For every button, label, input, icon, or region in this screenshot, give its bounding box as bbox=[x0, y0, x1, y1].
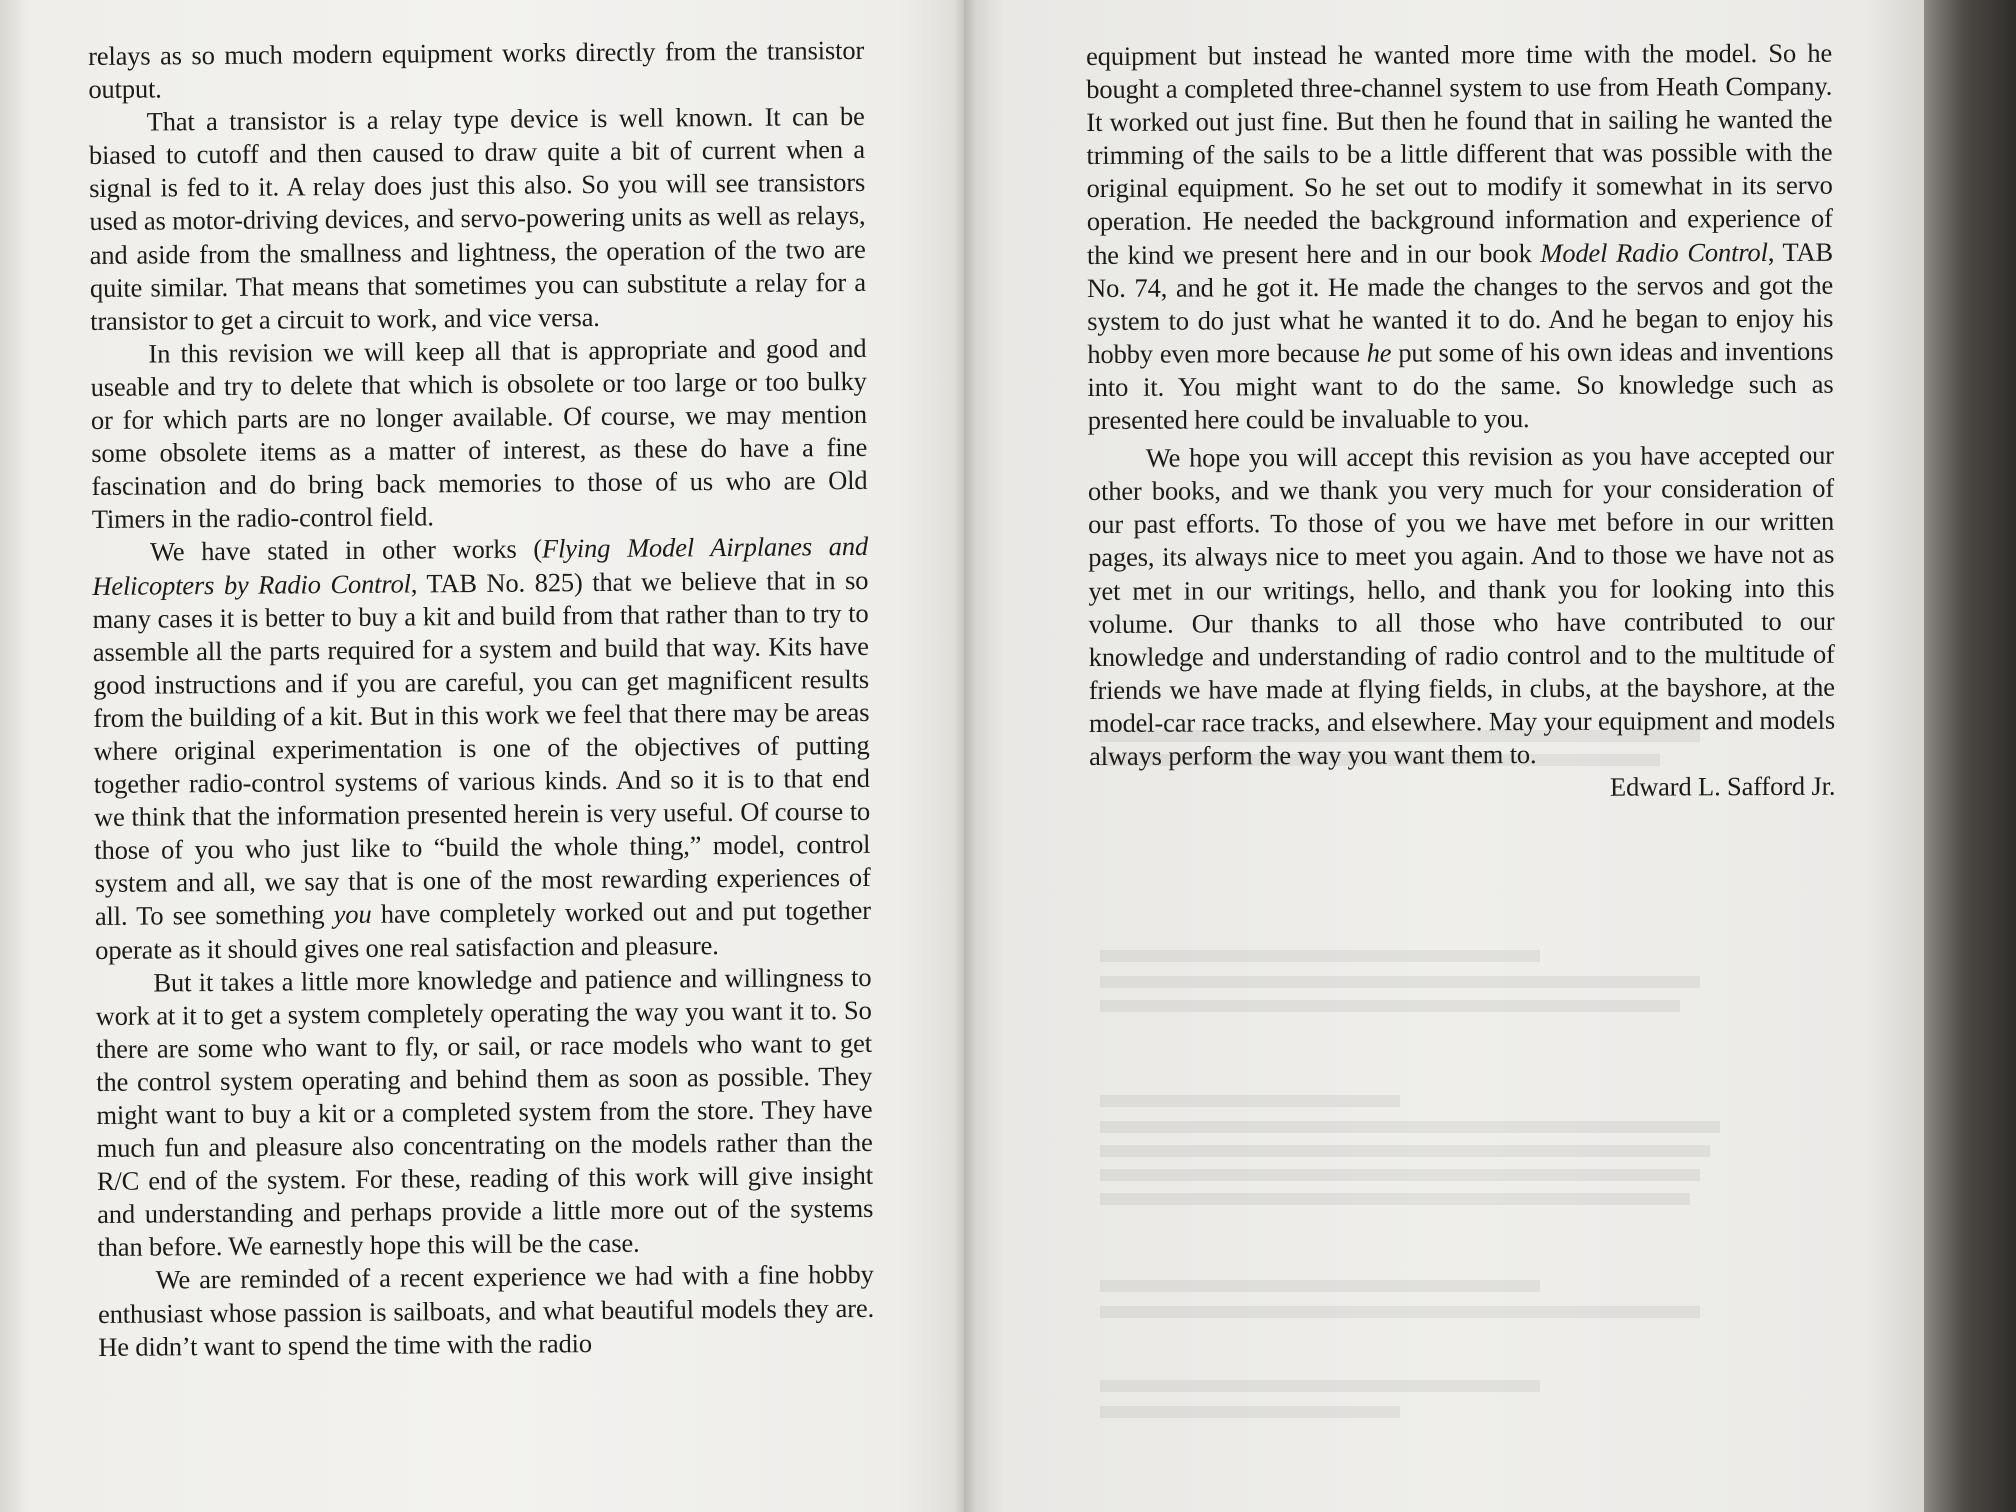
paragraph bbox=[92, 530, 871, 966]
left-text-column bbox=[88, 34, 874, 1364]
paragraph: But it takes a little more knowledge and patience and willingness to work at it to get a system completely operating the way you want it to. So there are some who want to fly, or sail, or race models who want to get the control system operating and behind them as soon as possible. They might want to buy a kit or a completed system from the store. They have much fun and pleasure also concentrating on the models rather than the R/C end of the system. For these, reading of this work will give insight and understanding and perhaps provide a little more out of the systems than before. We earnestly hope this will be the case. bbox=[95, 961, 874, 1263]
text-run: , TAB No. 825) that we believe that in so many cases it is better to buy a kit and build from that rather than to try to assemble all the parts required for a system and build that way. Kits have good instructions and if you are careful, you can get magnificent results from the building of a kit. But in this work we feel that there may be areas where original experimentation is one of the objectives of putting together radio-control systems of various kinds. And so it is to that end we think that the information presented herein is very useful. Of course to those of you who just like to “build the whole thing,” model, control system and all, we say that is one of the most rewarding experiences of all. To see something bbox=[92, 564, 871, 932]
paragraph bbox=[1086, 37, 1834, 437]
text-run: have completely worked out and put together operate as it should gives one real satisfaction and pleasure. bbox=[95, 895, 871, 965]
paragraph: relays as so much modern equipment works directly from the transistor output. bbox=[88, 34, 865, 105]
paragraph: That a transistor is a relay type device is well known. It can be biased to cutoff and then caused to draw quite a bit of current when a signal is fed to it. A relay does just this also. So you will see transistors used as motor-driving devices, and servo-powering units as well as relays, and aside from the smallness and lightness, the operation of the two are quite similar. That means that sometimes you can substitute a relay for a transistor to get a circuit to work, and vice versa. bbox=[88, 101, 867, 336]
text-run: , TAB No. 74, and he got it. He made the changes to the servos and got the system to do just what he wanted it to do. And he began to enjoy his hobby even more because bbox=[1087, 236, 1834, 369]
book-title-italic: Model Radio Control bbox=[1540, 236, 1768, 268]
page-edge-shadow bbox=[1924, 0, 2016, 1512]
paragraph: We hope you will accept this revision as you have accepted our other books, and we thank you very much for your consideration of our past efforts. To those of you we have met before in our written pages, its always nice to meet you again. And to those we have not as yet met in our writings, hello, and thank you for looking into this volume. Our thanks to all those who have contributed to our knowledge and understanding of radio control and to the multitude of friends we have made at flying fields, in clubs, at the bayshore, at the model-car race tracks, and elsewhere. May your equipment and models always perform the way you want them to. bbox=[1087, 439, 1836, 771]
paragraph: In this revision we will keep all that is appropriate and good and useable and try to delete that which is obsolete or too large or too bulky or for which parts are no longer available. Of course, we may mention some obsolete items as a matter of interest, as these do have a fine fascination and do bring back memories to those of us who are Old Timers in the radio-control field. bbox=[90, 332, 868, 535]
book-title-italic: Flying Model Airplanes and Helicopters by Radio Control bbox=[92, 531, 869, 601]
emphasis-word: you bbox=[333, 899, 372, 930]
text-run: equipment but instead he wanted more time with the model. So he bought a completed three-channel system to use from Heath Company. It worked out just fine. But then he found that in sailing he wanted the trimming of the sails to be a little different that was possible with the original equipment. So he set out to modify it somewhat in its servo operation. He needed the background information and experience of the kind we present here and in our book bbox=[1086, 37, 1833, 270]
left-page bbox=[0, 0, 964, 1512]
emphasis-word: he bbox=[1366, 337, 1392, 368]
book-gutter bbox=[954, 0, 976, 1512]
text-run: We have stated in other works ( bbox=[149, 533, 543, 567]
author-signature: Edward L. Safford Jr. bbox=[1609, 770, 1836, 802]
paragraph: We are reminded of a recent experience we had with a fine hobby enthusiast whose passion is sailboats, and what beautiful models they are. He didn’t want to spend the time with the radio bbox=[97, 1259, 875, 1362]
text-run: put some of his own ideas and inventions into it. You might want to do the same. So knowledge such as presented here could be invaluable to you. bbox=[1087, 335, 1834, 436]
right-text-column bbox=[1086, 37, 1835, 806]
